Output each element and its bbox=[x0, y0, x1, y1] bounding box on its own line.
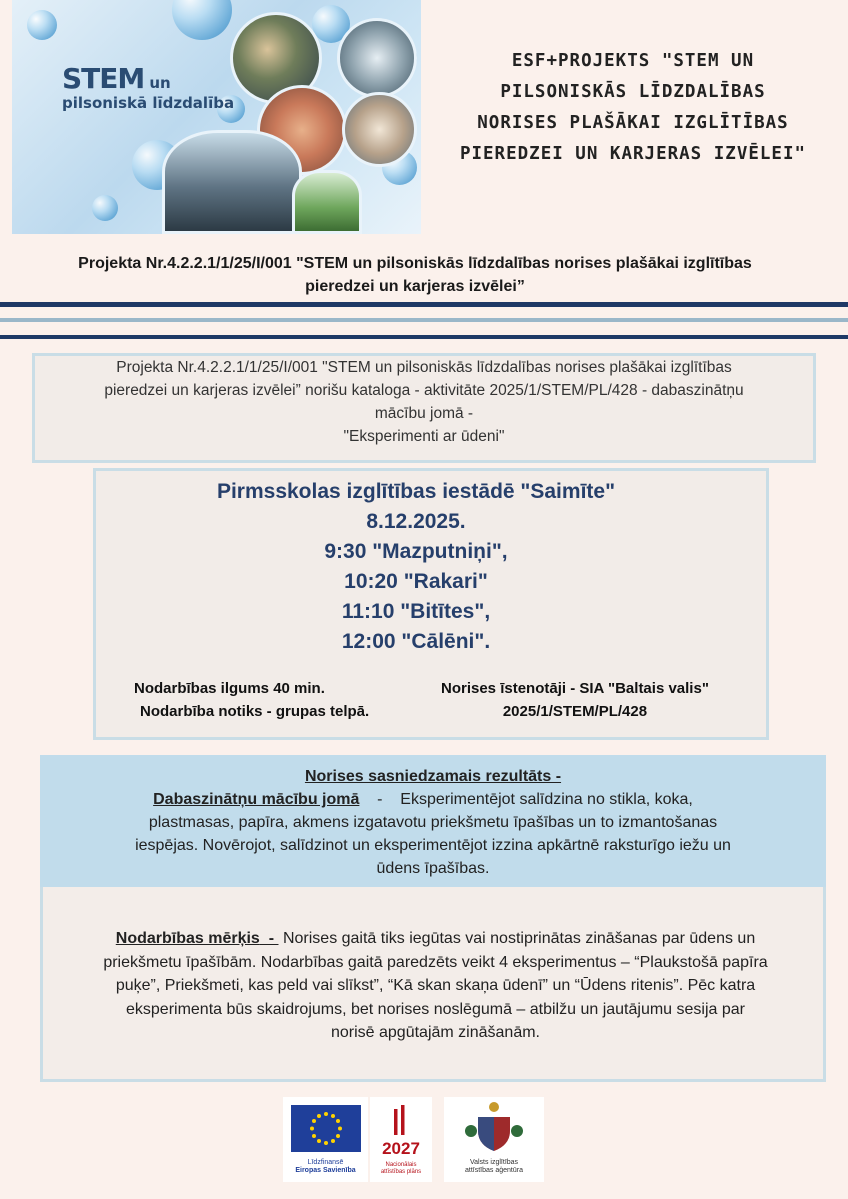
eu-logo bbox=[283, 1097, 368, 1182]
water-bubble bbox=[172, 0, 232, 40]
catalog-line: "Eksperimenti ar ūdeni" bbox=[343, 428, 505, 445]
project-heading-line: PILSONISKĀS LĪDZDALĪBAS bbox=[500, 82, 766, 102]
hero-title-stem: STEM bbox=[62, 62, 145, 95]
viaa-caption-2: attīstības aģentūra bbox=[465, 1167, 523, 1174]
goal-line: norisē apgūtajām zināšanām. bbox=[330, 1024, 540, 1041]
project-heading bbox=[428, 46, 838, 170]
schedule-date: 8.12.2025. bbox=[366, 510, 466, 533]
water-bubble bbox=[92, 195, 118, 221]
project-number-line: Projekta Nr.4.2.2.1/1/25/I/001 "STEM un pilsoniskās līdzdalības norises plašākai izglītības bbox=[78, 255, 752, 272]
catalog-line: Projekta Nr.4.2.2.1/1/25/I/001 "STEM un pilsoniskās līdzdalības norises plašākai izglītības bbox=[116, 359, 732, 376]
project-heading-line: ESF+PROJEKTS "STEM UN bbox=[511, 51, 755, 71]
schedule-slot: 11:10 "Bitītes", bbox=[341, 600, 491, 623]
goal-text bbox=[58, 927, 813, 1045]
hero-title bbox=[62, 62, 235, 112]
schedule-box bbox=[93, 468, 769, 740]
result-line: iespējas. Novērojot, salīdzinot un eksperimentējot izzina apkārtnē raksturīgo iežu un bbox=[135, 837, 731, 854]
lab-photo bbox=[342, 92, 417, 167]
result-title: Norises sasniedzamais rezultāts - bbox=[304, 768, 562, 785]
goal-label: Nodarbības mērķis bbox=[115, 930, 260, 947]
result-text-first: Eksperimentējot salīdzina no stikla, koka, bbox=[400, 791, 693, 808]
viaa-logo bbox=[444, 1097, 544, 1182]
project-heading-line: PIEREDZEI UN KARJERAS IZVĒLEI" bbox=[459, 144, 807, 164]
nap-caption-2: attīstības plāns bbox=[380, 1169, 422, 1175]
activity-code: 2025/1/STEM/PL/428 bbox=[502, 703, 648, 720]
eu-flag-icon bbox=[291, 1105, 361, 1152]
eu-caption-1: Līdzfinansē bbox=[307, 1159, 344, 1166]
goal-line: eksperimenta būs skaidrojums, bet norises noslēgumā – atbilžu un jautājumu sesija par bbox=[126, 1000, 745, 1018]
schedule-slot: 10:20 "Rakari" bbox=[344, 570, 488, 593]
divider-rule bbox=[0, 302, 848, 307]
provider-info bbox=[441, 677, 709, 723]
goal-line: puķe”, Priekšmeti, kas peld vai slīkst”, “Kā skan skaņa ūdenī” un “Ūdens ritenis”. Pēc katra bbox=[115, 977, 756, 994]
divider-rule bbox=[0, 335, 848, 339]
robot-photo bbox=[337, 18, 417, 98]
nap-mark-icon bbox=[370, 1097, 432, 1139]
session-info bbox=[134, 677, 369, 723]
eu-caption-2: Eiropas Savienība bbox=[295, 1167, 356, 1174]
project-number-line: pieredzei un karjeras izvēlei” bbox=[305, 278, 525, 295]
plant-photo bbox=[292, 170, 362, 234]
result-panel bbox=[40, 755, 826, 887]
sponsor-logos bbox=[283, 1097, 545, 1182]
session-location: Nodarbība notiks - grupas telpā. bbox=[140, 703, 370, 720]
result-text bbox=[40, 765, 826, 880]
schedule-slot: 12:00 "Cālēni". bbox=[341, 630, 491, 653]
result-field-label: Dabaszinātņu mācību jomā bbox=[153, 791, 360, 808]
catalog-box bbox=[32, 353, 816, 463]
result-line: plastmasas, papīra, akmens izgatavotu priekšmetu īpašības un to izmantošanas bbox=[148, 814, 718, 831]
water-bubble bbox=[27, 10, 57, 40]
nap-caption-1: Nacionālais bbox=[385, 1162, 417, 1168]
viaa-caption-1: Valsts izglītības bbox=[469, 1159, 519, 1166]
goal-panel bbox=[40, 887, 826, 1082]
schedule-list bbox=[96, 477, 736, 657]
catalog-line: mācību jomā - bbox=[374, 405, 474, 422]
goal-line: Nodarbības mērķis - Norises gaitā tiks iegūtas vai nostiprinātas zināšanas par ūdens un bbox=[115, 930, 756, 947]
catalog-line: pieredzei un karjeras izvēlei” norišu kataloga - aktivitāte 2025/1/STEM/PL/428 - dabaszinātņu bbox=[104, 382, 744, 399]
schedule-slot: 9:30 "Mazputniņi", bbox=[324, 540, 508, 563]
nap-year: 2027 bbox=[382, 1139, 420, 1158]
hero-title-un: un bbox=[149, 74, 171, 92]
result-line: ūdens īpašības. bbox=[376, 860, 490, 877]
divider-rule bbox=[0, 318, 848, 322]
coat-of-arms-icon bbox=[444, 1097, 544, 1155]
goal-text-first: Norises gaitā tiks iegūtas vai nostiprinātas zināšanas par ūdens un bbox=[282, 930, 756, 947]
result-line: Dabaszinātņu mācību jomā - Eksperimentējot salīdzina no stikla, koka, bbox=[153, 791, 693, 808]
hero-title-sub: pilsoniskā līdzdalība bbox=[62, 94, 235, 112]
schedule-venue: Pirmsskolas izglītības iestādē "Saimīte" bbox=[216, 480, 616, 503]
nap-logo bbox=[370, 1097, 432, 1182]
project-heading-line: NORISES PLAŠĀKAI IZGLĪTĪBAS bbox=[477, 113, 789, 133]
session-duration: Nodarbības ilgums 40 min. bbox=[134, 680, 325, 697]
hero-banner bbox=[12, 0, 421, 234]
provider-name: Norises īstenotāji - SIA "Baltais valis" bbox=[441, 680, 709, 697]
goal-line: priekšmetu īpašībām. Nodarbības gaitā paredzēts veikt 4 eksperimentus – “Plaukstošā papīra bbox=[103, 953, 768, 971]
project-number bbox=[20, 252, 810, 298]
microscope-photo bbox=[162, 130, 302, 234]
